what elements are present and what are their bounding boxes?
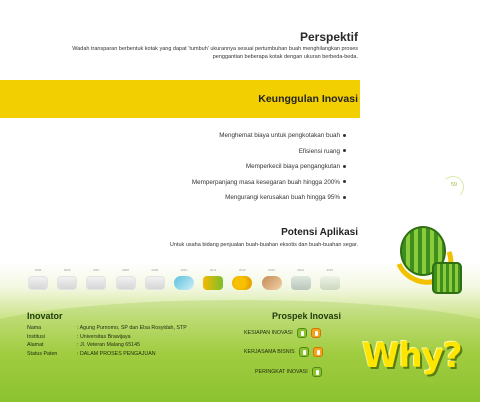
process-image — [291, 276, 311, 290]
why-logo: Why? — [362, 336, 462, 376]
inovator-details — [27, 324, 187, 358]
inovator-row: Alamat : Jl. Veteran Malang 65145 — [27, 342, 141, 348]
list-item: Menghemat biaya untuk pengkotakan buah — [192, 132, 346, 148]
process-step: 2005 — [24, 268, 52, 298]
prospek-row: KERJASAMA BISNIS — [244, 347, 323, 357]
perspektif-text: Wadah transparan berbentuk kotak yang dapat ‘tumbuh’ ukurannya sesuai pertumbuhan buah menghilangkan proses penggantian beberapa kotak dengan ukuran berbeda-beda. — [72, 46, 358, 60]
process-image — [57, 276, 77, 290]
process-image — [145, 276, 165, 290]
process-image — [203, 276, 223, 290]
process-step: 2014 — [287, 268, 315, 298]
inovator-row: Institusi : Universitas Brawijaya — [27, 333, 131, 340]
potensi-text: Untuk usaha bidang penjualan buah-buahan eksotis dan buah-buahan segar. — [169, 242, 358, 248]
perspektif-title: Perspektif — [299, 30, 358, 44]
rating-badge-icon — [311, 328, 321, 338]
inovator-row: Nama : Agung Purnomo, SP dan Elsa Rosyidah, STP — [27, 325, 187, 331]
process-image — [262, 276, 282, 290]
process-image — [320, 276, 340, 290]
process-step: 2006 — [53, 268, 81, 298]
process-image — [116, 276, 136, 290]
process-step: 2010 — [170, 268, 198, 298]
process-step: 2013 — [258, 268, 286, 298]
prospek-row: KESIAPAN INOVASI — [244, 328, 321, 338]
prospek-title: Prospek Inovasi — [272, 311, 342, 321]
rating-badge-icon — [297, 328, 307, 338]
potensi-title: Potensi Aplikasi — [281, 227, 358, 238]
process-step: 2015 — [316, 268, 344, 298]
process-strip — [24, 268, 344, 298]
process-step: 2011 — [199, 268, 227, 298]
list-item: Memperkecil biaya pengangkutan — [192, 163, 346, 179]
bullet-icon — [343, 165, 346, 168]
process-image — [174, 276, 194, 290]
process-step: 2009 — [141, 268, 169, 298]
prospek-row: PERINGKAT INOVASI — [255, 367, 322, 377]
inovator-row: Status Paten : DALAM PROSES PENGAJUAN — [27, 350, 156, 357]
page-number: 59 — [451, 182, 458, 188]
rating-badge-icon — [312, 367, 322, 377]
bullet-icon — [343, 149, 346, 152]
process-image — [86, 276, 106, 290]
process-image — [232, 276, 252, 290]
bullet-icon — [343, 134, 346, 137]
list-item: Mengurangi kerusakan buah hingga 95% — [192, 194, 346, 210]
process-step: 2008 — [112, 268, 140, 298]
inovator-title: Inovator — [27, 311, 63, 321]
rating-badge-icon — [313, 347, 323, 357]
list-item: Efisiensi ruang — [192, 148, 346, 164]
process-step: 2007 — [82, 268, 110, 298]
square-watermelon-icon — [432, 262, 462, 294]
process-step: 2012 — [228, 268, 256, 298]
bullet-icon — [343, 180, 346, 183]
process-image — [28, 276, 48, 290]
bullet-icon — [343, 196, 346, 199]
rating-badge-icon — [299, 347, 309, 357]
keunggulan-list — [192, 132, 346, 210]
list-item: Memperpanjang masa kesegaran buah hingga 200% — [192, 179, 346, 195]
keunggulan-title: Keunggulan Inovasi — [258, 93, 358, 105]
